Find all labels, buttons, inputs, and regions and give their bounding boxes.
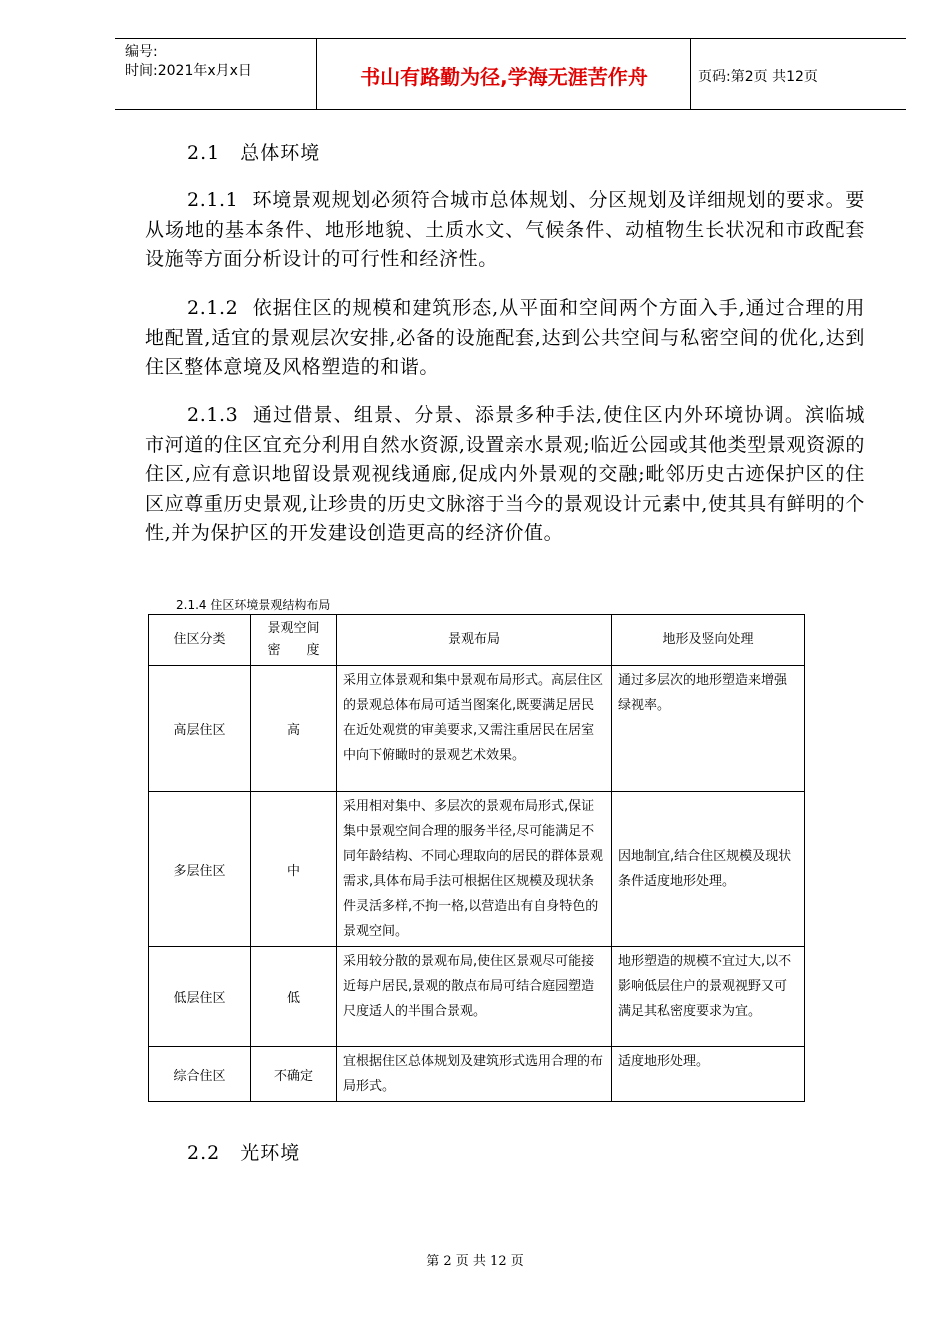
header-motto: 书山有路勤为径,学海无涯苦作舟 [360, 65, 648, 89]
table-cell: 高 [251, 666, 337, 792]
table-row [149, 792, 805, 947]
page-header [115, 38, 906, 110]
table-cell: 综合住区 [149, 1047, 251, 1102]
table-cell: 中 [251, 792, 337, 947]
table-cell: 不确定 [251, 1047, 337, 1102]
header-page-label: 页码:第2页 共12页 [698, 69, 818, 85]
page-footer: 第 2 页 共 12 页 [426, 1254, 524, 1269]
table-row [149, 1047, 805, 1102]
header-cell: 景观空间 密 度 [251, 615, 337, 666]
paragraph-2-1-2 [145, 294, 865, 383]
section-title-2-1: 2.1 总体环境 [187, 142, 321, 164]
table-row [149, 947, 805, 1047]
table-cell: 地形塑造的规模不宜过大,以不影响低层住户的景观视野又可满足其私密度要求为宜。 [612, 947, 805, 1047]
table-cell: 低层住区 [149, 947, 251, 1047]
paragraph-number: 2.1.1 [187, 189, 239, 211]
header-meta [125, 43, 252, 81]
table-cell: 多层住区 [149, 792, 251, 947]
table-cell: 低 [251, 947, 337, 1047]
table-cell: 通过多层次的地形塑造来增强绿视率。 [612, 666, 805, 792]
paragraph-number: 2.1.2 [187, 297, 239, 319]
table-cell: 因地制宜,结合住区规模及现状条件适度地形处理。 [612, 792, 805, 947]
table-cell: 高层住区 [149, 666, 251, 792]
landscape-structure-table [148, 614, 805, 1102]
paragraph-2-1-3 [145, 401, 865, 549]
paragraph-2-1-1 [145, 186, 865, 275]
table-header-row [149, 615, 805, 666]
doc-time-label: 时间:2021年x月x日 [125, 63, 252, 79]
table-cell: 采用相对集中、多层次的景观布局形式,保证集中景观空间合理的服务半径,尽可能满足不同年龄结构、不同心理取向的居民的群体景观需求,具体布局手法可根据住区规模及现状条件灵活多样,不拘一格,以营造出有自身特色的景观空间。 [337, 792, 612, 947]
paragraph-text: 依据住区的规模和建筑形态,从平面和空间两个方面入手,通过合理的用地配置,适宜的景观层次安排,必备的设施配套,达到公共空间与私密空间的优化,达到住区整体意境及风格塑造的和谐。 [145, 297, 865, 378]
table-cell: 采用较分散的景观布局,使住区景观尽可能接近每户居民,景观的散点布局可结合庭园塑造尺度适人的半围合景观。 [337, 947, 612, 1047]
paragraph-text: 通过借景、组景、分景、添景多种手法,使住区内外环境协调。滨临城市河道的住区宜充分利用自然水资源,设置亲水景观;临近公园或其他类型景观资源的住区,应有意识地留设景观视线通廊,促成内外景观的交融;毗邻历史古迹保护区的住区应尊重历史景观,让珍贵的历史文脉溶于当今的景观设计元素中,使其具有鲜明的个性,并为保护区的开发建设创造更高的经济价值。 [145, 404, 865, 544]
header-cell: 景观布局 [337, 615, 612, 666]
paragraph-text: 环境景观规划必须符合城市总体规划、分区规划及详细规划的要求。要从场地的基本条件、地形地貌、土质水文、气候条件、动植物生长状况和市政配套设施等方面分析设计的可行性和经济性。 [145, 189, 865, 270]
table-cell: 适度地形处理。 [612, 1047, 805, 1102]
table-cell: 宜根据住区总体规划及建筑形式选用合理的布局形式。 [337, 1047, 612, 1102]
table-row [149, 666, 805, 792]
table-caption: 2.1.4 住区环境景观结构布局 [176, 598, 331, 612]
header-divider [690, 39, 691, 109]
table-cell: 采用立体景观和集中景观布局形式。高层住区的景观总体布局可适当图案化,既要满足居民在近处观赏的审美要求,又需注重居民在居室中向下俯瞰时的景观艺术效果。 [337, 666, 612, 792]
header-cell: 住区分类 [149, 615, 251, 666]
section-title-2-2: 2.2 光环境 [187, 1142, 301, 1164]
header-cell: 地形及竖向处理 [612, 615, 805, 666]
doc-number-label: 编号: [125, 44, 158, 60]
paragraph-number: 2.1.3 [187, 404, 239, 426]
